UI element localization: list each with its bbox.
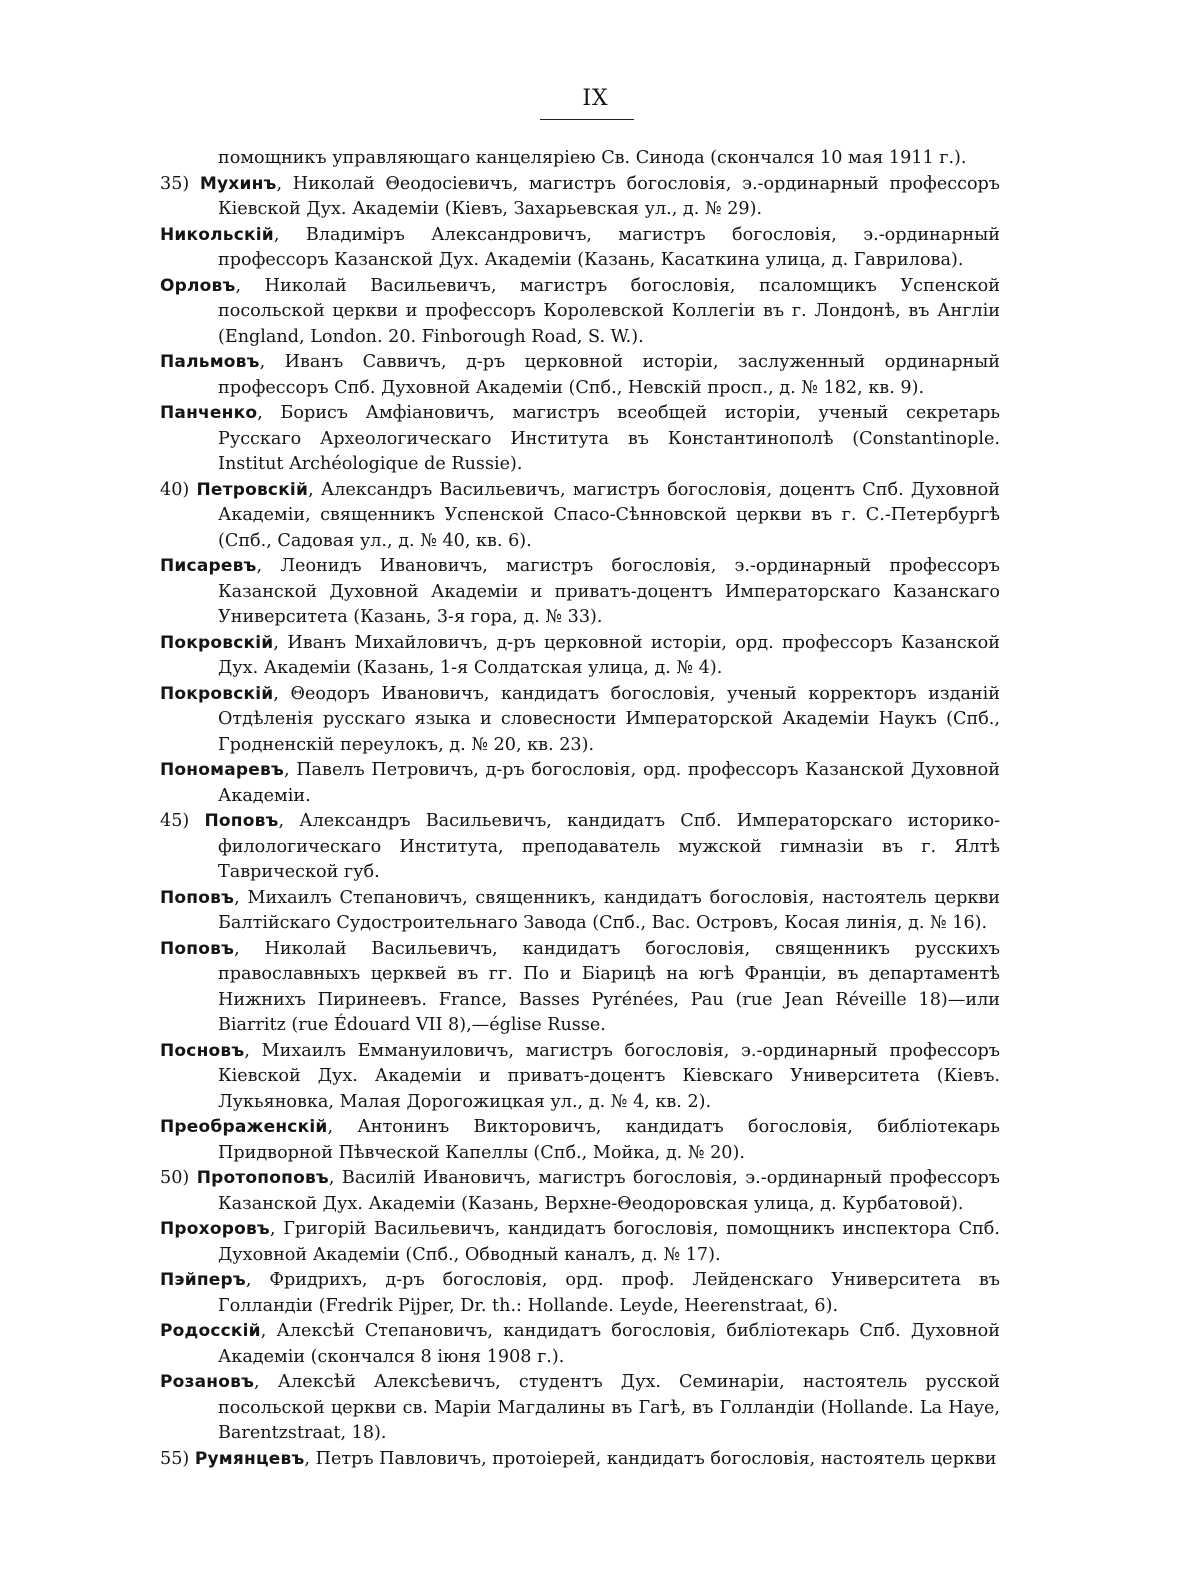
entry-name: Писаревъ	[160, 556, 257, 576]
list-item	[160, 1268, 1000, 1319]
entry-name: Покровскій	[160, 683, 274, 704]
list-item	[160, 146, 1000, 172]
entry-text: , Иванъ Саввичъ, д-ръ церковной исторіи, заслуженный ординарный профессоръ Спб. Духовной Академіи (Спб., Невскій просп., д. № 182, кв. 9).	[218, 352, 1000, 398]
entry-text: , Петръ Павловичъ, протоіерей, кандидатъ богословія, настоятель церкви	[304, 1448, 997, 1469]
list-item	[160, 758, 1000, 809]
entry-name: Мухинъ	[199, 173, 277, 194]
entry-text: , Павелъ Петровичъ, д-ръ богословія, орд. профессоръ Казанской Духовной Академіи.	[218, 760, 1000, 806]
entry-name: Прохоровъ	[160, 1219, 270, 1239]
entry-text: , Фридрихъ, д-ръ богословія, орд. проф. Лейденскаго Университета въ Голландіи (Fredrik Pijper, Dr. th.: Hollande. Leyde, Heerenstraat, 6).	[218, 1270, 1000, 1316]
list-item	[160, 937, 1000, 1039]
entry-number: 35)	[160, 173, 190, 194]
entry-name: Посновъ	[160, 1040, 245, 1061]
entry-name: Пономаревъ	[160, 760, 284, 780]
entry-name: Никольскій	[160, 224, 274, 245]
list-item	[160, 172, 1000, 223]
entry-name: Родосскій	[160, 1321, 261, 1341]
list-item	[160, 350, 1000, 401]
entry-name: Пэйперъ	[160, 1270, 246, 1290]
entry-text: , Иванъ Михайловичъ, д-ръ церковной исторіи, орд. профессоръ Казанской Дух. Академіи (Казань, 1-я Солдатская улица, д. № 4).	[218, 632, 1000, 678]
entry-name: Панченко	[160, 403, 258, 423]
list-item	[160, 1319, 1000, 1370]
entry-name: Поповъ	[204, 811, 279, 831]
list-item	[160, 223, 1000, 274]
header-rule	[540, 119, 634, 120]
entry-text: , Антонинъ Викторовичъ, кандидатъ богословія, библіотекарь Придворной Пѣвческой Капеллы (Спб., Мойка, д. № 20).	[218, 1117, 1000, 1163]
list-item	[160, 631, 1000, 682]
entry-text: , Алексѣй Алексѣевичъ, студентъ Дух. Семинаріи, настоятель русской посольской церкви св. Маріи Магдалины въ Гагѣ, въ Голландіи (Hollande. La Haye, Barentzstraat, 18).	[218, 1372, 1000, 1443]
list-item	[160, 1039, 1000, 1116]
entry-text: , Алексѣй Степановичъ, кандидатъ богословія, библіотекарь Спб. Духовной Академіи (скончался 8 іюня 1908 г.).	[218, 1321, 1000, 1367]
entry-number: 45)	[160, 811, 190, 831]
list-item	[160, 1447, 1000, 1473]
entry-text: , Николай Васильевичъ, кандидатъ богословія, священникъ русскихъ православныхъ церквей въ гг. По и Біарицѣ на югѣ Франціи, въ департаментѣ Нижнихъ Пиринеевъ. France, Basses Pyrénées, Pau (rue Jean Réveille 18)—или Biarritz (rue Édouard VII 8),—église Russe.	[218, 938, 1000, 1035]
entry-name: Румянцевъ	[194, 1448, 305, 1469]
list-item	[160, 478, 1000, 555]
entry-list	[160, 146, 1000, 1472]
list-item	[160, 1166, 1000, 1217]
entry-number: 40)	[160, 479, 190, 500]
page-number: IX	[582, 86, 609, 111]
list-item	[160, 401, 1000, 478]
list-item	[160, 1115, 1000, 1166]
entry-text: , Михаилъ Степановичъ, священникъ, кандидатъ богословія, настоятель церкви Балтійскаго Судостроительнаго Завода (Спб., Вас. Островъ, Косая линія, д. № 16).	[218, 887, 1000, 933]
entry-name: Петровскій	[196, 479, 309, 500]
entry-name: Поповъ	[160, 938, 235, 959]
list-item	[160, 274, 1000, 351]
entry-name: Преображенскій	[160, 1117, 328, 1137]
entry-text: , Леонидъ Ивановичъ, магистръ богословія, э.-ординарный профессоръ Казанской Духовной Академіи и приватъ-доцентъ Императорскаго Казанскаго Университета (Казань, 3-я гора, д. № 33).	[218, 556, 1000, 627]
entry-text: , Василій Ивановичъ, магистръ богословія, э.-ординарный профессоръ Казанской Дух. Академіи (Казань, Верхне-Θеодоровская улица, д. Курбатовой).	[218, 1168, 1000, 1214]
entry-number: 55)	[160, 1448, 190, 1469]
entry-name: Протопоповъ	[196, 1168, 329, 1188]
entry-name: Поповъ	[160, 887, 235, 908]
entry-text: , Александръ Васильевичъ, кандидатъ Спб. Императорскаго историко-филологическаго Института, преподаватель мужской гимназіи въ г. Ялтѣ Таврической губ.	[218, 811, 1001, 882]
entry-text: , Александръ Васильевичъ, магистръ богословія, доцентъ Спб. Духовной Академіи, священникъ Успенской Спасо-Сѣнновской церкви въ г. С.-Петербургѣ (Спб., Садовая ул., д. № 40, кв. 6).	[218, 479, 1001, 551]
list-item	[160, 886, 1000, 937]
entry-name: Орловъ	[160, 275, 236, 296]
list-item	[160, 554, 1000, 631]
list-item	[160, 1217, 1000, 1268]
list-item	[160, 1370, 1000, 1447]
entry-text: , Борисъ Амфіановичъ, магистръ всеобщей исторіи, ученый секретарь Русскаго Археологическаго Института въ Константинополѣ (Constantinople. Institut Archéologique de Russie).	[218, 403, 1000, 474]
entry-text: , Николай Θеодосіевичъ, магистръ богословія, э.-ординарный профессоръ Кіевской Дух. Академіи (Кіевъ, Захарьевская ул., д. № 29).	[218, 173, 1000, 219]
entry-name: Розановъ	[160, 1372, 255, 1392]
entry-text: , Владиміръ Александровичъ, магистръ богословія, э.-ординарный профессоръ Казанской Дух. Академіи (Казань, Касаткина улица, д. Гаврилова).	[218, 224, 1000, 270]
entry-text: , Θеодоръ Ивановичъ, кандидатъ богословія, ученый корректоръ изданій Отдѣленія русскаго языка и словесности Императорской Академіи Наукъ (Спб., Гродненскій переулокъ, д. № 20, кв. 23).	[218, 683, 1000, 755]
entry-text: , Григорій Васильевичъ, кандидатъ богословія, помощникъ инспектора Спб. Духовной Академіи (Спб., Обводный каналъ, д. № 17).	[218, 1219, 1000, 1265]
entry-number: 50)	[160, 1168, 190, 1188]
entry-name: Покровскій	[160, 632, 274, 653]
list-item	[160, 809, 1000, 886]
entry-text: помощникъ управляющаго канцеляріею Св. Синода (скончался 10 мая 1911 г.).	[218, 148, 967, 168]
entry-text: , Михаилъ Еммануиловичъ, магистръ богословія, э.-ординарный профессоръ Кіевской Дух. Академіи и приватъ-доцентъ Кіевскаго Университета (Кіевъ. Лукьяновка, Малая Дорогожицкая ул., д. № 4, кв. 2).	[218, 1040, 1000, 1112]
list-item	[160, 682, 1000, 759]
entry-text: , Николай Васильевичъ, магистръ богословія, псаломщикъ Успенской посольской церкви и профессоръ Королевской Коллегіи въ г. Лондонѣ, въ Англіи (England, London. 20. Finborough Road, S. W.).	[218, 275, 1000, 347]
entry-name: Пальмовъ	[160, 352, 260, 372]
